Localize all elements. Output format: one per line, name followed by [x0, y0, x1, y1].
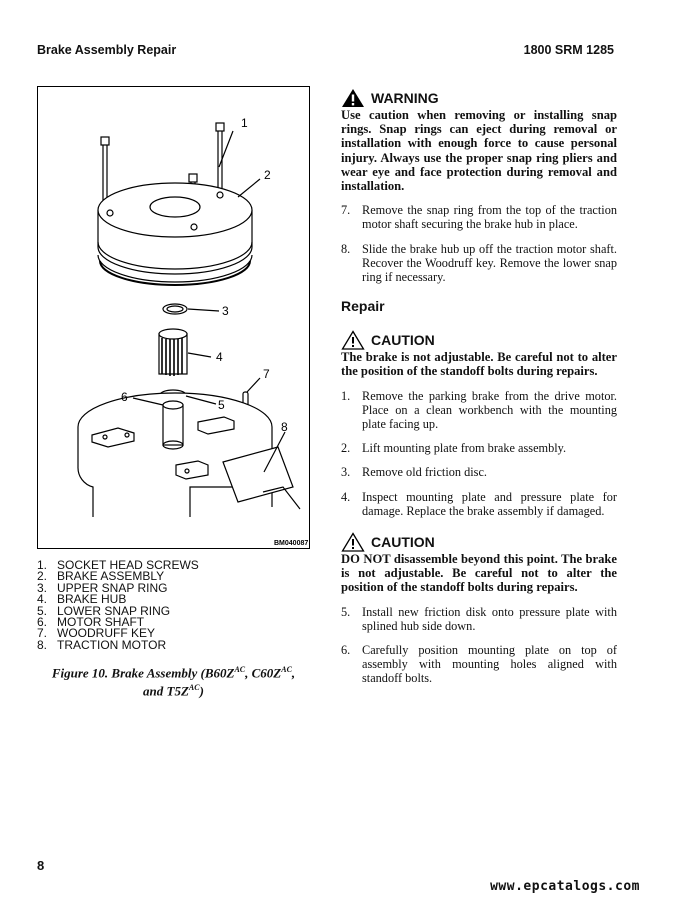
callout-8: 8 — [281, 420, 288, 434]
legend-item: 1. SOCKET HEAD SCREWS — [37, 558, 199, 572]
warning-heading — [341, 88, 617, 108]
page-number: 8 — [37, 858, 45, 873]
callout-4: 4 — [216, 350, 223, 364]
legend-item: 5. LOWER SNAP RING — [37, 603, 171, 618]
figure-caption: Figure 10. Brake Assembly ($B60Z^{AC}$, $C60Z^{AC}$, and $T5Z^{AC}$) — [51, 665, 296, 699]
caution-triangle-icon — [341, 532, 365, 552]
caution-label: CAUTION — [371, 534, 435, 551]
step-item: 4. Inspect mounting plate and pressure plate for damage. Replace the brake assembly if damaged. — [341, 489, 617, 518]
header-title: Brake Assembly Repair — [37, 43, 177, 57]
caution-triangle-icon — [341, 330, 365, 350]
callout-6: 6 — [121, 390, 128, 404]
legend-item: 6. MOTOR SHAFT — [37, 615, 145, 630]
brake-assembly-illustration — [38, 87, 311, 550]
caution-text: DO NOT disassemble beyond this point. The brake is not adjustable. Be careful not to alter the position of the standoff bolts during repairs. — [341, 552, 617, 595]
callout-2: 2 — [264, 168, 271, 182]
figure-code: BM040087 — [274, 540, 309, 547]
legend-item: 7. WOODRUFF KEY — [37, 626, 155, 641]
caution-heading — [341, 330, 617, 350]
figure-legend — [37, 560, 199, 651]
caution-heading — [341, 532, 617, 552]
warning-triangle-icon — [341, 88, 365, 108]
header-doc-number: 1800 SRM 1285 — [523, 43, 614, 57]
step-item: 1. Remove the parking brake from the drive motor. Place on a clean workbench with the mounting plate facing up. — [341, 388, 617, 432]
caution-label: CAUTION — [371, 332, 435, 349]
legend-item: 4. BRAKE HUB — [37, 592, 127, 607]
callout-7: 7 — [263, 367, 270, 381]
step-item: 5. Install new friction disk onto pressure plate with splined hub side down. — [341, 604, 617, 633]
legend-item: 3. UPPER SNAP RING — [37, 580, 168, 595]
callout-1: 1 — [241, 116, 248, 130]
callout-3: 3 — [222, 304, 229, 318]
step-item: 3. Remove old friction disc. — [341, 465, 487, 480]
legend-item: 8. TRACTION MOTOR — [37, 637, 167, 652]
caution-text: The brake is not adjustable. Be careful not to alter the position of the standoff bolts during repairs. — [341, 350, 617, 379]
warning-text: Use caution when removing or installing snap rings. Snap rings can eject during removal or installation with enough force to cause personal injury. Always use the proper snap ring pliers and wear eye and face protection during removal and installation. — [341, 108, 617, 194]
repair-heading: Repair — [341, 298, 385, 315]
callout-5: 5 — [218, 398, 225, 412]
step-item: 6. Carefully position mounting plate on top of assembly with mounting holes aligned with standoff bolts. — [341, 643, 617, 686]
step-item: 7. Remove the snap ring from the top of the traction motor shaft securing the brake hub in place. — [341, 203, 617, 232]
step-item: 2. Lift mounting plate from brake assembly. — [341, 441, 567, 456]
watermark: www.epcatalogs.com — [490, 879, 640, 894]
warning-label: WARNING — [371, 90, 439, 106]
legend-item: 2. BRAKE ASSEMBLY — [37, 569, 165, 584]
brake-assembly-figure — [37, 86, 310, 549]
step-item: 8. Slide the brake hub up off the traction motor shaft. Recover the Woodruff key. Remove the lower snap ring if necessary. — [341, 241, 617, 285]
